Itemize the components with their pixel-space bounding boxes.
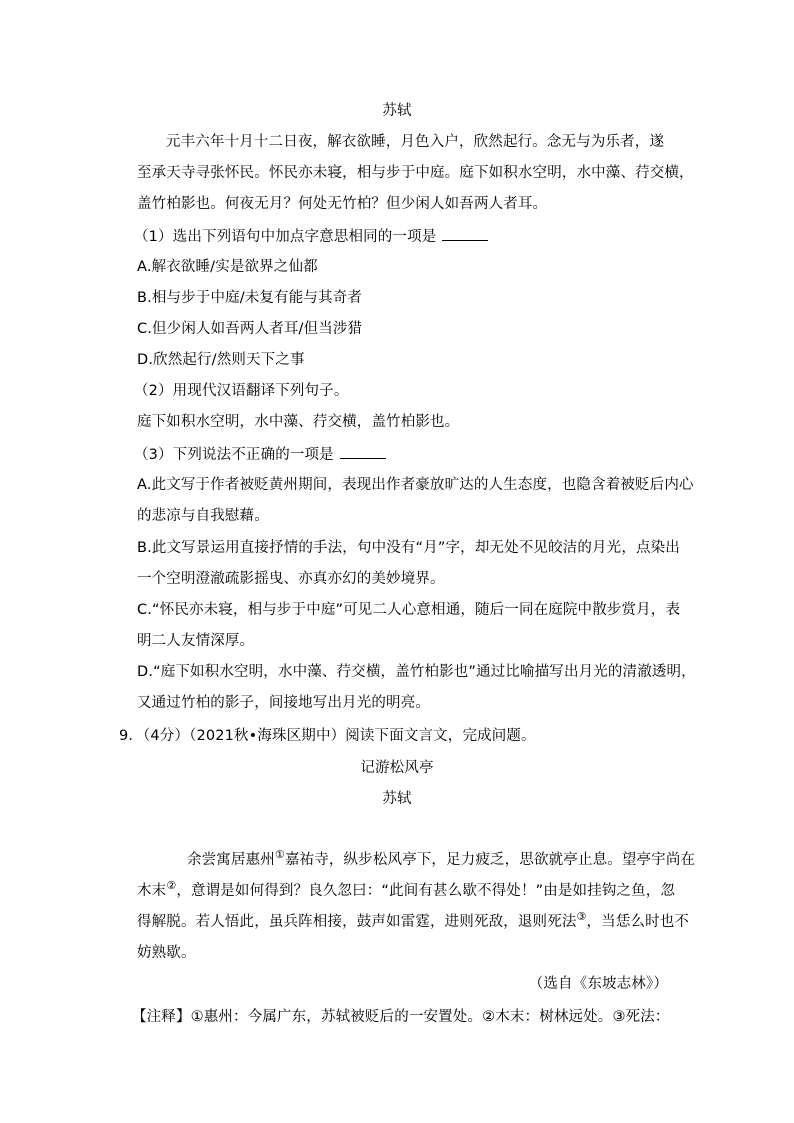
passage-text: 木末 <box>137 883 167 899</box>
question-1-option-b: B.相与步于中庭/未复有能与其奇者 <box>137 290 362 306</box>
passage-text: 余尝寓居惠州 <box>187 852 275 868</box>
question-3-option-b-line-2: 一个空明澄澈疏影摇曳、亦真亦幻的美妙境界。 <box>137 571 445 587</box>
notes-label: 【注释】 <box>132 1009 191 1025</box>
passage-text: ，当恁么时也不 <box>586 914 690 930</box>
passage1-line-2: 至承天寺寻张怀民。怀民亦未寝，相与步于中庭。庭下如积水空明，水中藻、荇交横， <box>137 165 694 181</box>
question-9-passage-line-2 <box>137 881 675 901</box>
question-3-option-d-line-2: 又通过竹柏的影子，间接地写出月光的明亮。 <box>137 695 430 711</box>
question-9-notes <box>132 1007 670 1027</box>
notes-text: ①惠州：今属广东，苏轼被贬后的一安置处。②木末：树林远处。③死法： <box>190 1009 670 1025</box>
footnote-marker-2: ② <box>166 879 177 892</box>
question-1-stem-text: （1）选出下列语句中加点字意思相同的一项是 <box>134 229 437 245</box>
question-3-option-c-line-1: C.“怀民亦未寝，相与步于中庭”可见二人心意相通，随后一同在庭院中散步赏月，表 <box>137 602 681 618</box>
passage1-author: 苏轼 <box>382 103 412 119</box>
question-3-option-a-line-2: 的悲凉与自我慰藉。 <box>137 508 269 524</box>
question-1-option-c: C.但少闲人如吾两人者耳/但当涉猎 <box>137 321 363 337</box>
question-2-stem: （2）用现代汉语翻译下列句子。 <box>134 383 349 399</box>
passage-text: 嘉祐寺，纵步松风亭下，足力疲乏，思欲就亭止息。望亭宇尚在 <box>284 852 696 868</box>
question-1-option-a: A.解衣欲睡/实是欲界之仙都 <box>137 259 318 275</box>
question-9-passage-line-3 <box>137 912 689 932</box>
question-9-source: （选自《东坡志林》） <box>528 976 668 992</box>
question-9-header: 9．（4分）（2021秋•海珠区期中）阅读下面文言文，完成问题。 <box>119 728 536 744</box>
question-3-option-c-line-2: 明二人友情深厚。 <box>137 633 255 649</box>
question-2-sentence: 庭下如积水空明，水中藻、荇交横，盖竹柏影也。 <box>137 414 460 430</box>
footnote-marker-1: ① <box>274 848 285 861</box>
question-3-option-a-line-1: A.此文写于作者被贬黄州期间，表现出作者豪放旷达的人生态度，也隐含着被贬后内心 <box>137 477 694 493</box>
footnote-marker-3: ③ <box>576 910 587 923</box>
question-9-title: 记游松风亭 <box>360 760 434 776</box>
passage1-line-3: 盖竹柏影也。何夜无月？何处无竹柏？但少闲人如吾两人者耳。 <box>137 196 548 212</box>
question-1-stem <box>134 226 488 247</box>
passage1-line-1: 元丰六年十月十二日夜，解衣欲睡，月色入户，欣然起行。念无与为乐者，遂 <box>166 134 665 150</box>
question-3-stem-text: （3）下列说法不正确的一项是 <box>134 447 334 463</box>
answer-blank <box>340 444 386 459</box>
question-3-option-b-line-1: B.此文写景运用直接抒情的手法，句中没有“月”字，却无处不见皎洁的月光，点染出 <box>137 540 680 556</box>
passage-text: 得解脱。若人悟此，虽兵阵相接，鼓声如雷霆，进则死敌，退则死法 <box>137 914 577 930</box>
question-9-author: 苏轼 <box>382 791 412 807</box>
question-1-option-d: D.欣然起行/然则天下之事 <box>137 352 305 368</box>
question-9-passage-line-4: 妨熟歇。 <box>137 945 196 961</box>
question-9-passage-line-1 <box>187 850 695 870</box>
answer-blank <box>442 226 488 241</box>
question-3-stem <box>134 444 386 465</box>
passage-text: ，意谓是如何得到？良久忽曰：“此间有甚么歇不得处！”由是如挂钩之鱼，忽 <box>176 883 676 899</box>
question-3-option-d-line-1: D.“庭下如积水空明，水中藻、荇交横，盖竹柏影也”通过比喻描写出月光的清澈透明， <box>137 664 696 680</box>
